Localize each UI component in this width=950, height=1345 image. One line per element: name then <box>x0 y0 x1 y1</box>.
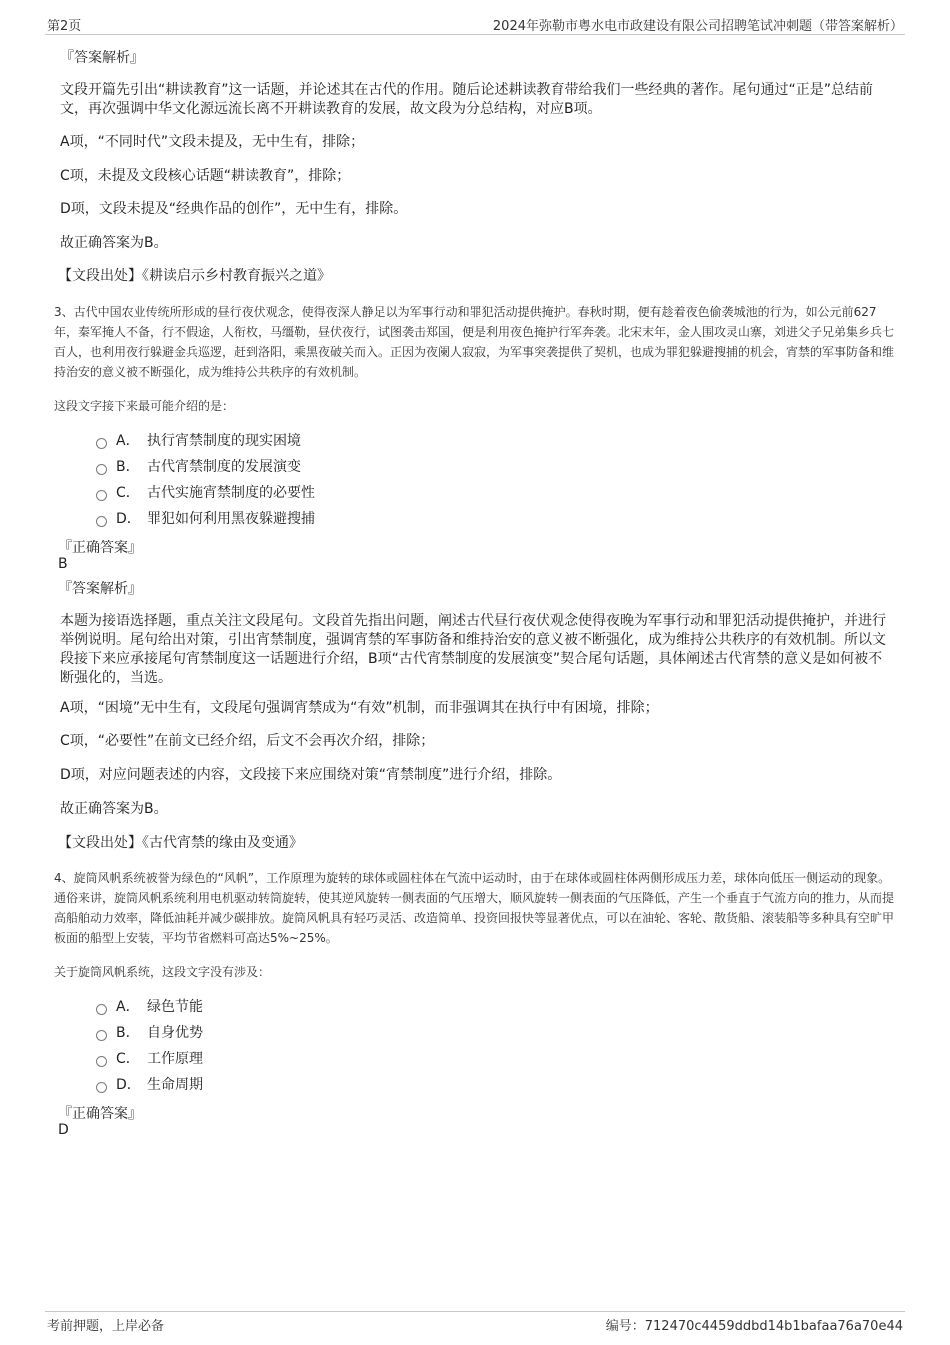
question-prompt: 关于旋筒风帆系统，这段文字没有涉及： <box>54 965 271 979</box>
analysis-label: 『答案解析』 <box>58 581 142 597</box>
option-list <box>96 993 203 1097</box>
option-d[interactable]: D． 生命周期 <box>96 1071 203 1097</box>
source-citation: 【文段出处】《古代宵禁的缘由及变通》 <box>58 835 303 851</box>
correct-answer-label: 『正确答案』 <box>58 540 142 556</box>
option-c[interactable]: C． 古代实施宵禁制度的必要性 <box>96 479 315 505</box>
option-list <box>96 427 315 531</box>
option-c[interactable]: C． 工作原理 <box>96 1045 203 1071</box>
radio-icon[interactable] <box>96 1030 107 1041</box>
option-d[interactable]: D． 罪犯如何利用黑夜躲避搜捕 <box>96 505 315 531</box>
radio-icon[interactable] <box>96 490 107 501</box>
analysis-paragraph: A项，“不同时代”文段未提及，无中生有，排除； <box>60 134 365 150</box>
correct-answer-label: 『正确答案』 <box>58 1106 142 1122</box>
document-code: 编号：712470c4459ddbd14b1bafaa76a70e44 <box>605 1319 903 1334</box>
question-text: 3、古代中国农业传统所形成的昼行夜伏观念，使得夜深人静足以为军事行动和罪犯活动提供掩护。春秋时期，便有趁着夜色偷袭城池的行为，如公元前627年，秦军掩人不备，行不假途，人衔枚，马缰勒，昼伏夜行，试图袭击郑国，便是利用夜色掩护行军奔袭。北宋末年，金人围攻灵山寨，刘进父子兄弟集乡兵七百人，也利用夜行躲避金兵巡逻，赶到洛阳，乘黑夜破关而入。正因为夜阑人寂寂，为军事突袭提供了契机，也成为罪犯躲避搜捕的机会，宵禁的军事防备和维持治安的意义被不断强化，成为维持公共秩序的有效机制。 <box>54 305 895 379</box>
analysis-paragraph: D项，文段未提及“经典作品的创作”，无中生有，排除。 <box>60 201 408 217</box>
analysis-paragraph: 本题为接语选择题，重点关注文段尾句。文段首先指出问题，阐述古代昼行夜伏观念使得夜晚为军事行动和罪犯活动提供掩护，并进行举例说明。尾句给出对策，引出宵禁制度，强调宵禁的军事防备和维持治安的意义被不断强化，成为维持公共秩序的有效机制。所以文段接下来应承接尾句宵禁制度这一话题进行介绍，B项“古代宵禁制度的发展演变”契合尾句话题，具体阐述古代宵禁的意义是如何被不断强化的，当选。 <box>60 613 886 686</box>
correct-answer: D <box>58 1122 69 1138</box>
page-footer <box>45 1311 905 1336</box>
radio-icon[interactable] <box>96 516 107 527</box>
analysis-paragraph: C项，“必要性”在前文已经介绍，后文不会再次介绍，排除； <box>60 733 435 749</box>
option-b[interactable]: B． 自身优势 <box>96 1019 203 1045</box>
question-text: 4、旋筒风帆系统被誉为绿色的“风帆”，工作原理为旋转的球体或圆柱体在气流中运动时，由于在球体或圆柱体两侧形成压力差，球体向低压一侧运动的现象。通俗来讲，旋筒风帆系统利用电机驱动转筒旋转，使其逆风旋转一侧表面的气压增大，顺风旋转一侧表面的气压降低，产生一个垂直于气流方向的推力，从而提高船舶动力效率，降低油耗并减少碳排放。旋筒风帆具有轻巧灵活、改造简单、投资回报快等显著优点，可以在油轮、客轮、散货船、滚装船等多种具有空旷甲板面的船型上安装，平均节省燃料可高达5%~25%。 <box>54 871 895 945</box>
analysis-paragraph: 故正确答案为B。 <box>60 801 168 817</box>
document-title: 2024年弥勒市粤水电市政建设有限公司招聘笔试冲刺题（带答案解析） <box>492 19 903 34</box>
analysis-paragraph: D项，对应问题表述的内容，文段接下来应围绕对策“宵禁制度”进行介绍，排除。 <box>60 767 562 783</box>
radio-icon[interactable] <box>96 1056 107 1067</box>
radio-icon[interactable] <box>96 1082 107 1093</box>
analysis-paragraph: 故正确答案为B。 <box>60 235 168 251</box>
radio-icon[interactable] <box>96 438 107 449</box>
analysis-label: 『答案解析』 <box>60 50 144 66</box>
option-a[interactable]: A． 执行宵禁制度的现实困境 <box>96 427 315 453</box>
page-header <box>45 12 905 35</box>
analysis-paragraph: 文段开篇先引出“耕读教育”这一话题，并论述其在古代的作用。随后论述耕读教育带给我们一些经典的著作。尾句通过“正是”总结前文，再次强调中华文化源远流长离不开耕读教育的发展，故文段为分总结构，对应B项。 <box>60 82 874 117</box>
question-prompt: 这段文字接下来最可能介绍的是： <box>54 399 235 413</box>
radio-icon[interactable] <box>96 464 107 475</box>
analysis-paragraph: C项，未提及文段核心话题“耕读教育”，排除； <box>60 168 351 184</box>
page-number: 第2页 <box>47 19 82 34</box>
correct-answer: B <box>58 556 68 572</box>
source-citation: 【文段出处】《耕读启示乡村教育振兴之道》 <box>58 268 331 284</box>
analysis-paragraph: A项，“困境”无中生有，文段尾句强调宵禁成为“有效”机制，而非强调其在执行中有困境，排除； <box>60 700 659 716</box>
footer-slogan: 考前押题，上岸必备 <box>47 1319 165 1334</box>
radio-icon[interactable] <box>96 1004 107 1015</box>
option-a[interactable]: A． 绿色节能 <box>96 993 203 1019</box>
option-b[interactable]: B． 古代宵禁制度的发展演变 <box>96 453 315 479</box>
